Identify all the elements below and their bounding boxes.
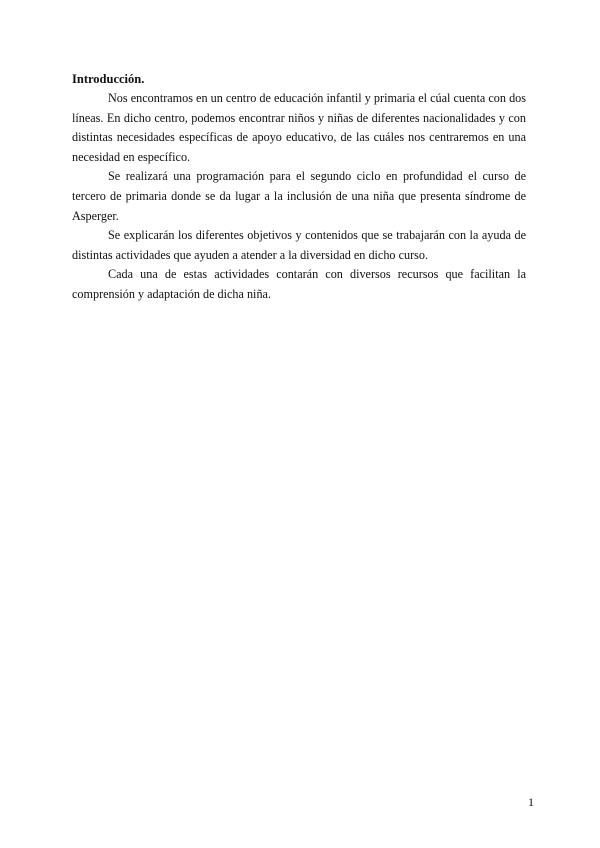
paragraph-1: Nos encontramos en un centro de educación infantil y primaria el cúal cuenta con dos líneas. En dicho centro, podemos encontrar niños y niñas de diferentes nacionalidades y con distintas necesidades específicas de apoyo educativo, de las cuáles nos centraremos en una necesidad en específico. bbox=[72, 91, 526, 164]
paragraph-4: Cada una de estas actividades contarán con diversos recursos que facilitan la comprensión y adaptación de dicha niña. bbox=[72, 267, 526, 301]
page-body bbox=[72, 70, 526, 305]
paragraph-2: Se realizará una programación para el segundo ciclo en profundidad el curso de tercero de primaria donde se da lugar a la inclusión de una niña que presenta síndrome de Asperger. bbox=[72, 169, 526, 223]
page-number: 1 bbox=[528, 795, 534, 809]
section-heading: Introducción. bbox=[72, 72, 145, 86]
paragraph-3: Se explicarán los diferentes objetivos y contenidos que se trabajarán con la ayuda de distintas actividades que ayuden a atender a la diversidad en dicho curso. bbox=[72, 228, 526, 262]
